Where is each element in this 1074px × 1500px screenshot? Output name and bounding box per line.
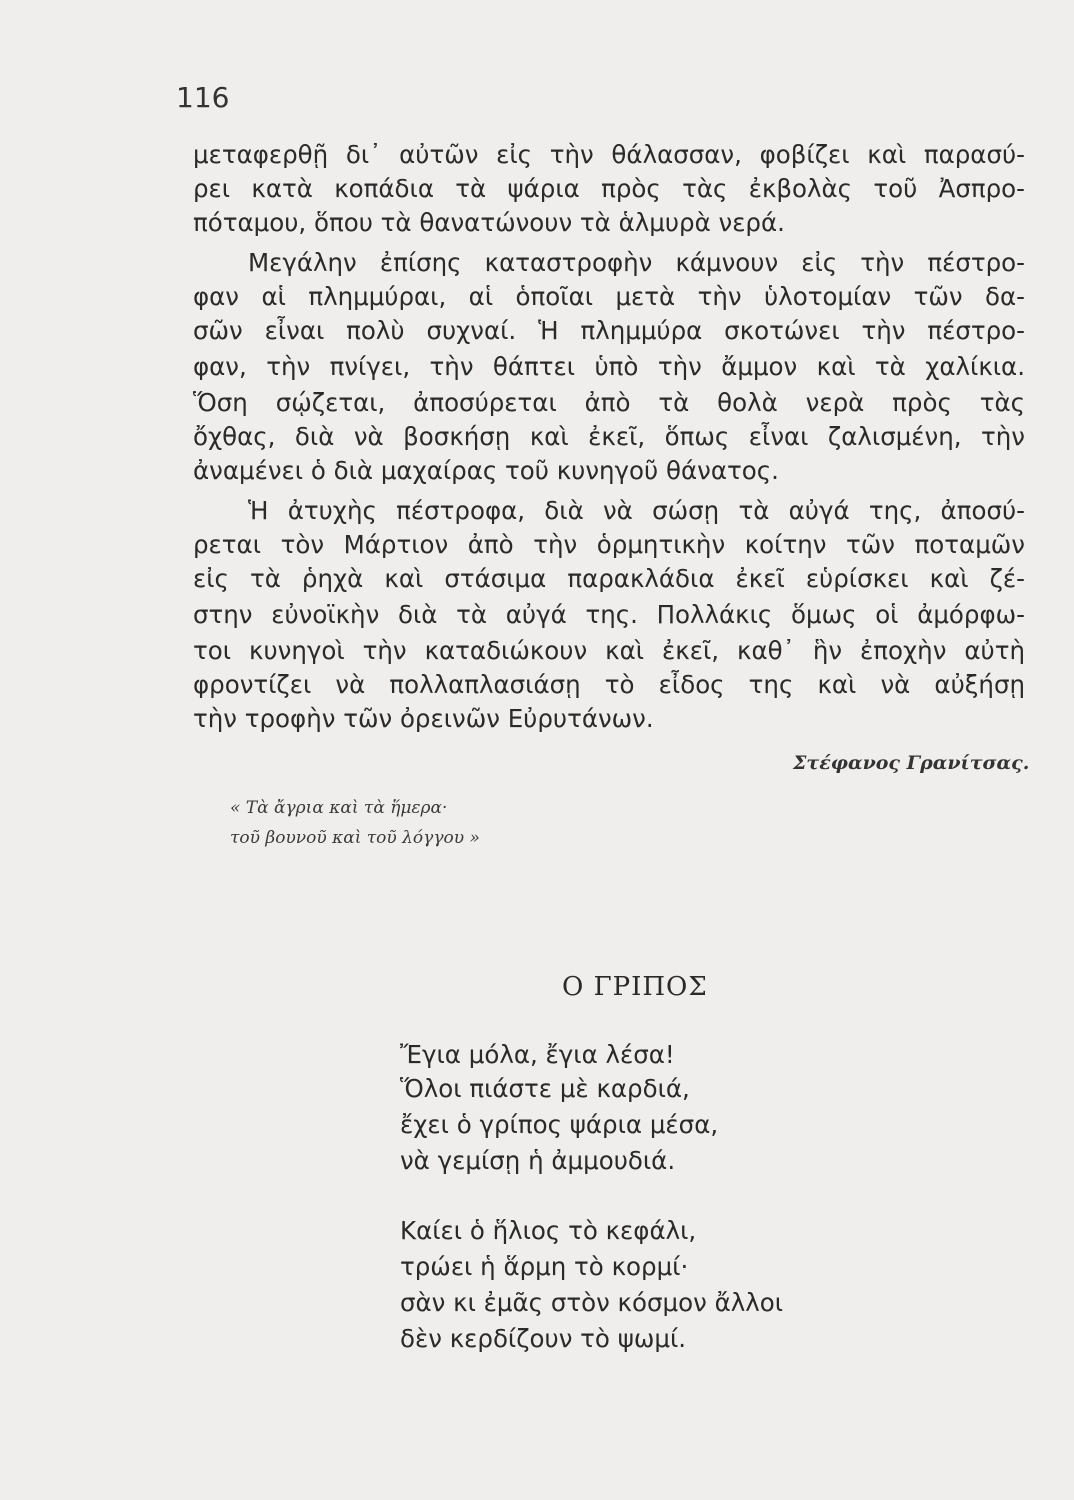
prose-line: φαν αἱ πλημμύραι, αἱ ὁποῖαι μετὰ τὴν ὑλοτομίαν τῶν δα- <box>193 282 1025 311</box>
prose-line: ρεται τὸν Μάρτιον ἀπὸ τὴν ὁρμητικὴν κοίτην τῶν ποταμῶν <box>193 530 1025 559</box>
prose-line: ἀναμένει ὁ διὰ μαχαίρας τοῦ κυνηγοῦ θάνατος. <box>193 456 779 485</box>
prose-line: φαν, τὴν πνίγει, τὴν θάπτει ὑπὸ τὴν ἄμμον καὶ τὰ χαλίκια. <box>193 352 1025 381</box>
poem-verse: ἔχει ὁ γρίπος ψάρια μέσα, <box>400 1110 719 1139</box>
poem-verse: δὲν κερδίζουν τὸ ψωμί. <box>400 1324 687 1353</box>
page-number: 116 <box>176 81 230 114</box>
poem-verse: σὰν κι ἐμᾶς στὸν κόσμον ἄλλοι <box>400 1288 783 1317</box>
prose-line: ρει κατὰ κοπάδια τὰ ψάρια πρὸς τὰς ἐκβολὰς τοῦ Ἀσπρο- <box>193 174 1025 203</box>
prose-line: εἰς τὰ ῥηχὰ καὶ στάσιμα παρακλάδια ἐκεῖ εὑρίσκει καὶ ζέ- <box>193 564 1025 593</box>
prose-line: ὄχθας, διὰ νὰ βοσκήσῃ καὶ ἐκεῖ, ὅπως εἶναι ζαλισμένη, τὴν <box>193 422 1025 451</box>
source-citation-line-1: « Τὰ ἄγρια καὶ τὰ ἥμερα· <box>230 798 448 818</box>
prose-line: σῶν εἶναι πολὺ συχναί. Ἡ πλημμύρα σκοτώνει τὴν πέστρο- <box>193 316 1025 345</box>
poem-verse: Καίει ὁ ἥλιος τὸ κεφάλι, <box>400 1216 697 1245</box>
prose-line: Ἡ ἀτυχὴς πέστροφα, διὰ νὰ σώσῃ τὰ αὐγά της, ἀποσύ- <box>248 496 1025 525</box>
source-citation-line-2: τοῦ βουνοῦ καὶ τοῦ λόγγου » <box>230 828 480 848</box>
poem-verse: νὰ γεμίσῃ ἡ ἀμμουδιά. <box>400 1146 676 1175</box>
poem-verse: Ἔγια μόλα, ἔγια λέσα! <box>400 1040 675 1069</box>
poem-verse: Ὅλοι πιάστε μὲ καρδιά, <box>400 1074 690 1103</box>
author-signature: Στέφανος Γρανίτσας. <box>793 752 1030 774</box>
prose-line: στην εὐνοϊκὴν διὰ τὰ αὐγά της. Πολλάκις ὅμως οἱ ἀμόρφω- <box>193 600 1025 629</box>
prose-line: πόταμου, ὅπου τὰ θανατώνουν τὰ ἁλμυρὰ νερά. <box>193 208 785 237</box>
prose-line: τὴν τροφὴν τῶν ὀρεινῶν Εὐρυτάνων. <box>193 704 654 733</box>
poem-verse: τρώει ἡ ἅρμη τὸ κορμί· <box>400 1252 689 1281</box>
prose-line: τοι κυνηγοὶ τὴν καταδιώκουν καὶ ἐκεῖ, καθ᾿ ἣν ἐποχὴν αὐτὴ <box>193 636 1025 665</box>
poem-title: Ο ΓΡΙΠΟΣ <box>562 972 708 1002</box>
prose-line: μεταφερθῇ δι᾿ αὐτῶν εἰς τὴν θάλασσαν, φοβίζει καὶ παρασύ- <box>193 140 1025 169</box>
prose-line: Μεγάλην ἐπίσης καταστροφὴν κάμνουν εἰς τὴν πέστρο- <box>248 248 1025 277</box>
prose-line: Ὅση σῴζεται, ἀποσύρεται ἀπὸ τὰ θολὰ νερὰ πρὸς τὰς <box>193 388 1025 417</box>
prose-line: φροντίζει νὰ πολλαπλασιάσῃ τὸ εἶδος της καὶ νὰ αὐξήσῃ <box>193 670 1025 699</box>
